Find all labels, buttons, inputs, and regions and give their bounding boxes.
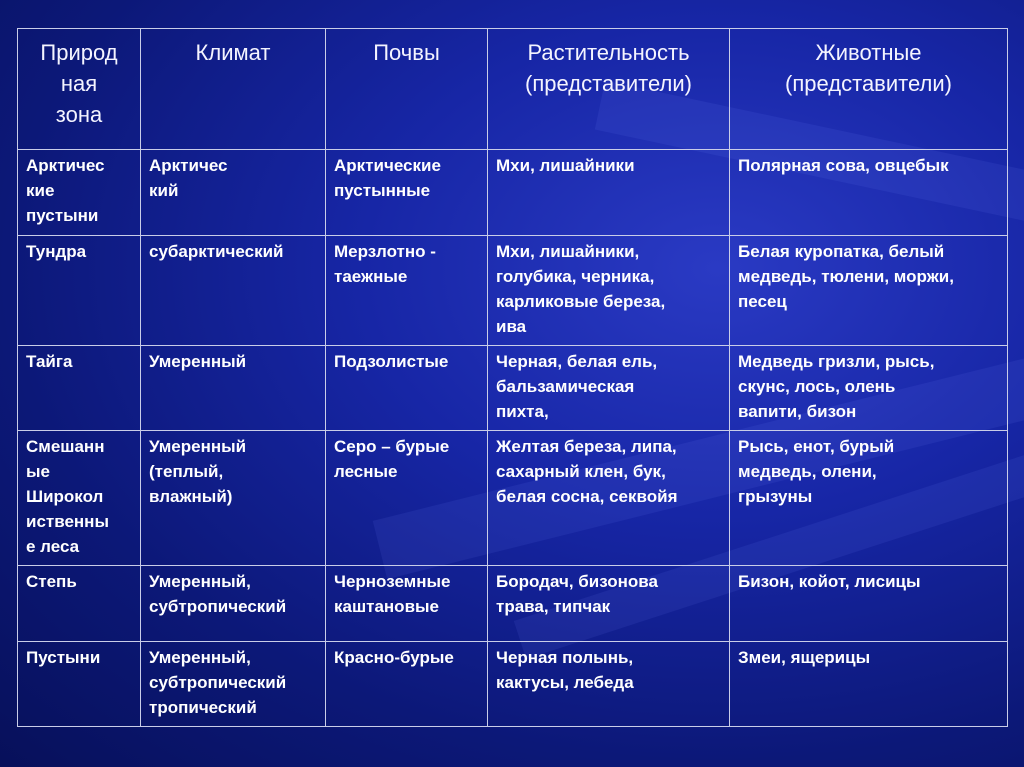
cell-soil: Черноземные каштановые bbox=[326, 566, 488, 642]
cell-animals: Белая куропатка, белый медведь, тюлени, моржи, песец bbox=[730, 236, 1008, 346]
cell-plants: Черная полынь, кактусы, лебеда bbox=[488, 642, 730, 727]
header-soil: Почвы bbox=[326, 29, 488, 150]
table-row bbox=[18, 236, 1008, 346]
table-row bbox=[18, 346, 1008, 431]
cell-animals: Бизон, койот, лисицы bbox=[730, 566, 1008, 642]
table-row bbox=[18, 566, 1008, 642]
header-animals: Животные (представители) bbox=[730, 29, 1008, 150]
cell-animals: Полярная сова, овцебык bbox=[730, 150, 1008, 236]
cell-zone: Пустыни bbox=[18, 642, 141, 727]
cell-soil: Серо – бурые лесные bbox=[326, 431, 488, 566]
header-zone: Природ ная зона bbox=[18, 29, 141, 150]
cell-animals: Змеи, ящерицы bbox=[730, 642, 1008, 727]
cell-animals: Медведь гризли, рысь, скунс, лось, олень вапити, бизон bbox=[730, 346, 1008, 431]
table-row bbox=[18, 150, 1008, 236]
header-plants: Растительность (представители) bbox=[488, 29, 730, 150]
cell-plants: Мхи, лишайники, голубика, черника, карликовые береза, ива bbox=[488, 236, 730, 346]
natural-zones-table bbox=[17, 28, 1008, 727]
cell-plants: Черная, белая ель, бальзамическая пихта, bbox=[488, 346, 730, 431]
cell-soil: Подзолистые bbox=[326, 346, 488, 431]
cell-zone: Тундра bbox=[18, 236, 141, 346]
cell-soil: Арктические пустынные bbox=[326, 150, 488, 236]
cell-climate: Умеренный, субтропический тропический bbox=[141, 642, 326, 727]
cell-plants: Желтая береза, липа, сахарный клен, бук, белая сосна, секвойя bbox=[488, 431, 730, 566]
cell-soil: Красно-бурые bbox=[326, 642, 488, 727]
cell-animals: Рысь, енот, бурый медведь, олени, грызуны bbox=[730, 431, 1008, 566]
cell-zone: Тайга bbox=[18, 346, 141, 431]
cell-climate: Умеренный (теплый, влажный) bbox=[141, 431, 326, 566]
cell-zone: Арктичес кие пустыни bbox=[18, 150, 141, 236]
cell-zone: Смешанн ые Широкол иственны е леса bbox=[18, 431, 141, 566]
cell-climate: субарктический bbox=[141, 236, 326, 346]
header-row bbox=[18, 29, 1008, 150]
cell-climate: Арктичес кий bbox=[141, 150, 326, 236]
cell-zone: Степь bbox=[18, 566, 141, 642]
table-row bbox=[18, 642, 1008, 727]
table-row bbox=[18, 431, 1008, 566]
cell-climate: Умеренный bbox=[141, 346, 326, 431]
cell-climate: Умеренный, субтропический bbox=[141, 566, 326, 642]
cell-plants: Бородач, бизонова трава, типчак bbox=[488, 566, 730, 642]
cell-plants: Мхи, лишайники bbox=[488, 150, 730, 236]
header-climate: Климат bbox=[141, 29, 326, 150]
cell-soil: Мерзлотно - таежные bbox=[326, 236, 488, 346]
